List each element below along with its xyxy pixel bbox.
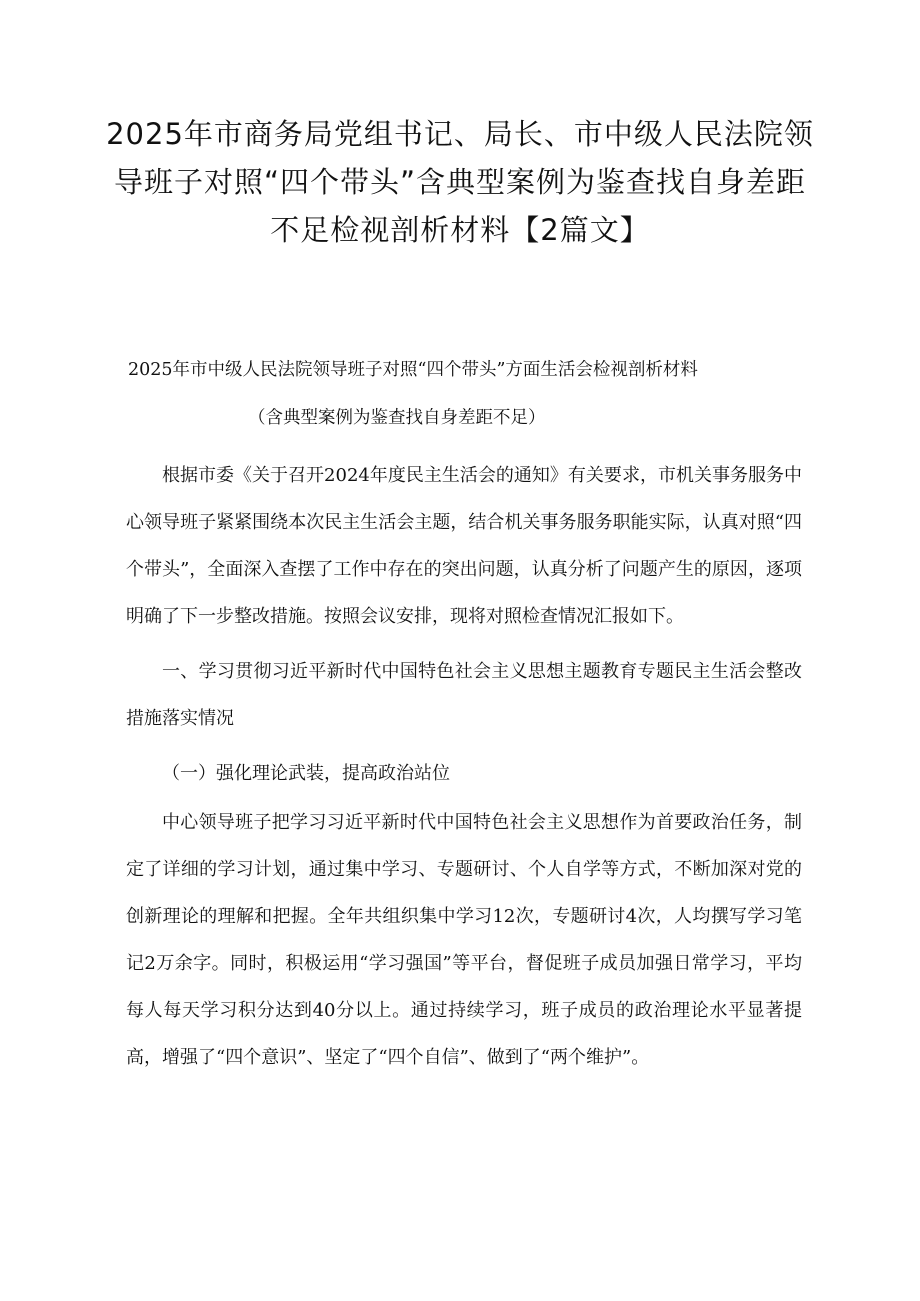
section-heading: 一、学习贯彻习近平新时代中国特色社会主义思想主题教育专题民主生活会整改措施落实情况 <box>126 661 802 729</box>
article-subtitle: （含典型案例为鉴查找自身差距不足） <box>248 408 546 428</box>
subsection-heading: （一）强化理论武装，提高政治站位 <box>162 763 450 784</box>
intro-paragraph: 根据市委《关于召开2024年度民主生活会的通知》有关要求，市机关事务服务中心领导班子紧紧围绕本次民主生活会主题，结合机关事务服务职能实际，认真对照“四个带头”，全面深入查摆了工作中存在的突出问题，认真分析了问题产生的原因，逐项明确了下一步整改措施。按照会议安排，现将对照检查情况汇报如下。 <box>126 465 802 627</box>
document-title-line: 导班子对照“四个带头”含典型案例为鉴查找自身差距 <box>113 165 807 199</box>
document-body <box>126 452 802 1089</box>
article-title: 2025年市中级人民法院领导班子对照“四个带头”方面生活会检视剖析材料 <box>128 360 698 380</box>
document-title <box>90 110 830 254</box>
document-title-line: 不足检视剖析材料【2篇文】 <box>270 213 650 247</box>
body-paragraph: 中心领导班子把学习习近平新时代中国特色社会主义思想作为首要政治任务，制定了详细的学习计划，通过集中学习、专题研讨、个人自学等方式，不断加深对党的创新理论的理解和把握。全年共组织集中学习12次，专题研讨4次，人均撰写学习笔记2万余字。同时，积极运用“学习强国”等平台，督促班子成员加强日常学习，平均每人每天学习积分达到40分以上。通过持续学习，班子成员的政治理论水平显著提高，增强了“四个意识”、坚定了“四个自信”、做到了“两个维护”。 <box>126 812 802 1068</box>
document-title-line: 2025年市商务局党组书记、局长、市中级人民法院领 <box>106 117 814 151</box>
